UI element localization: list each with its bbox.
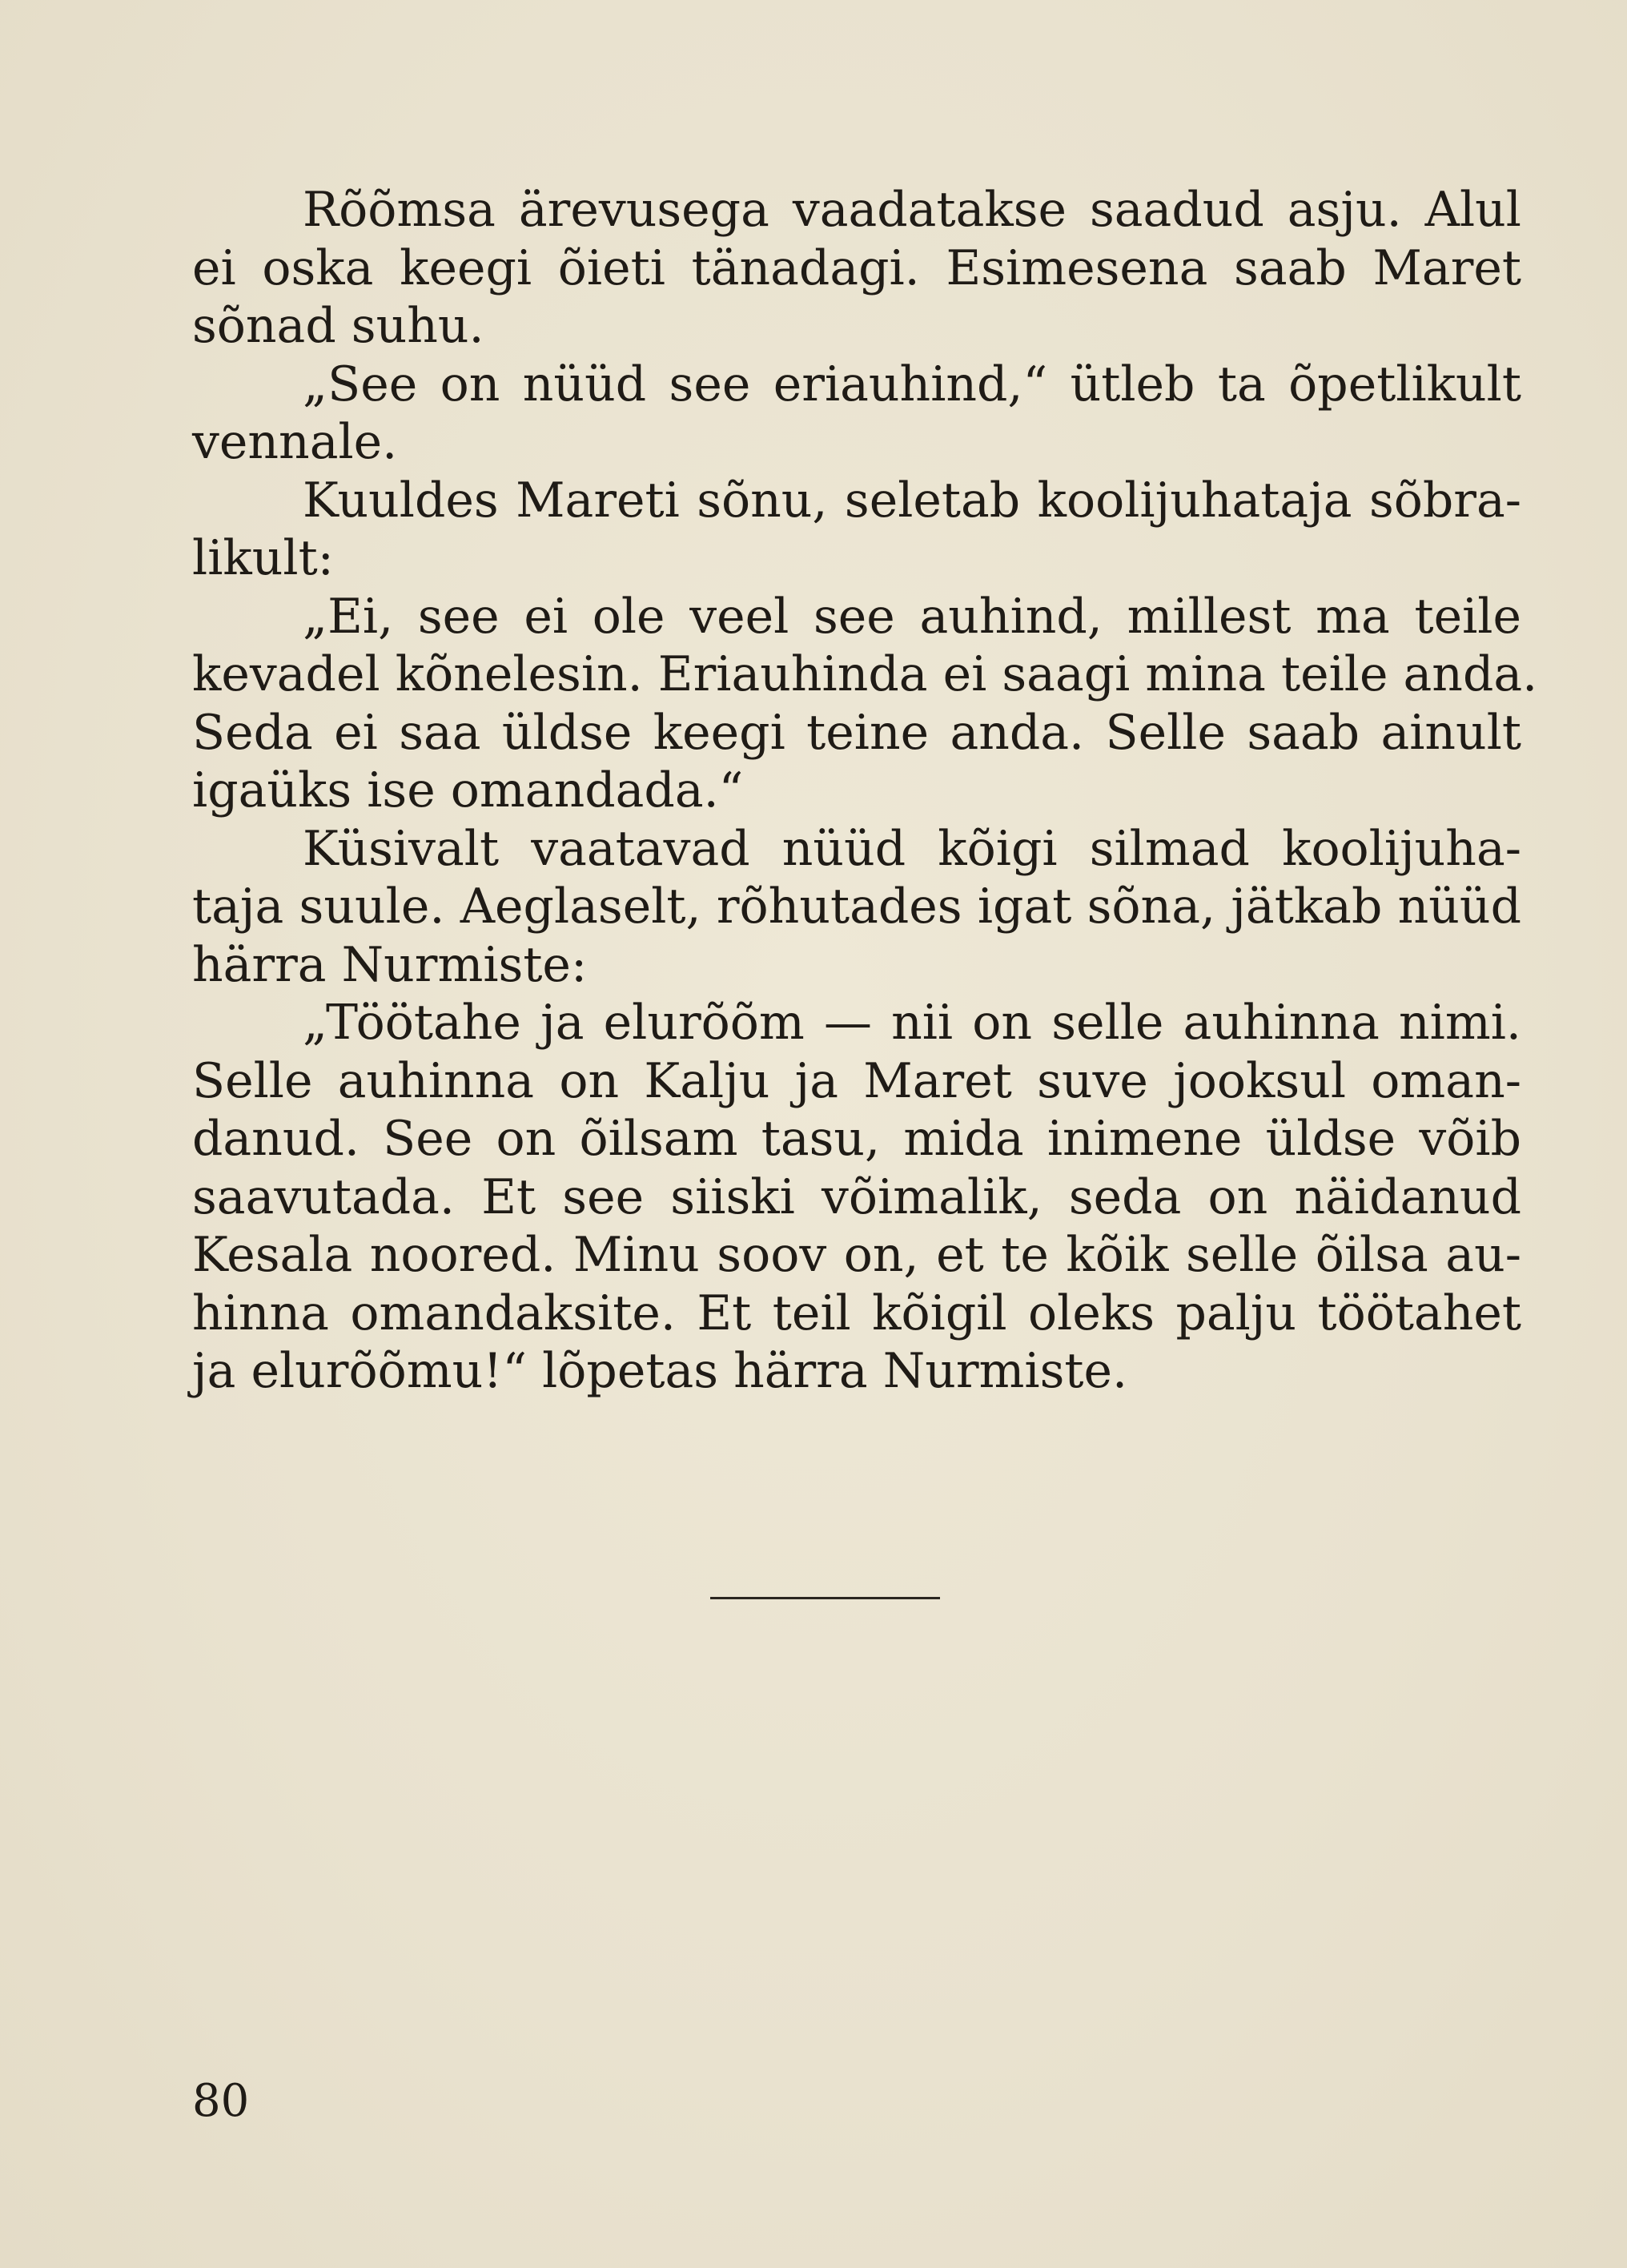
- text-line: igaüks ise omandada.“: [192, 762, 744, 818]
- text-line: likult:: [192, 530, 334, 586]
- text-line: taja suule. Aeglaselt, rõhutades igat sõna, jätkab nüüd: [192, 879, 1521, 935]
- page-number: 80: [192, 2075, 250, 2127]
- text-line: härra Nurmiste:: [192, 936, 588, 993]
- text-line: „Töötahe ja elurõõm — nii on selle auhinna nimi.: [303, 995, 1521, 1051]
- text-line: hinna omandaksite. Et teil kõigil oleks palju töötahet: [192, 1285, 1521, 1341]
- text-line: ei oska keegi õieti tänadagi. Esimesena saab Maret: [192, 239, 1521, 296]
- body-text: [192, 181, 1538, 1401]
- text-line: Selle auhinna on Kalju ja Maret suve jooksul oman-: [192, 1052, 1521, 1109]
- text-line: kevadel kõnelesin. Eriauhinda ei saagi mina teile anda.: [192, 646, 1538, 702]
- text-line: „See on nüüd see eriauhind,“ ütleb ta õpetlikult: [303, 356, 1521, 412]
- text-line: Kesala noored. Minu soov on, et te kõik selle õilsa au-: [192, 1227, 1521, 1283]
- text-line: Kuuldes Mareti sõnu, seletab koolijuhataja sõbra-: [303, 472, 1521, 529]
- text-line: ja elurõõmu!“ lõpetas härra Nurmiste.: [192, 1343, 1128, 1399]
- text-line: „Ei, see ei ole veel see auhind, millest ma teile: [303, 588, 1521, 645]
- text-line: sõnad suhu.: [192, 298, 484, 354]
- text-line: Rõõmsa ärevusega vaadatakse saadud asju. Alul: [303, 182, 1521, 238]
- text-line: Seda ei saa üldse keegi teine anda. Selle saab ainult: [192, 704, 1521, 761]
- text-line: saavutada. Et see siiski võimalik, seda on näidanud: [192, 1168, 1521, 1225]
- text-line: Küsivalt vaatavad nüüd kõigi silmad koolijuha-: [303, 820, 1521, 877]
- text-line: vennale.: [192, 414, 398, 470]
- section-divider: [710, 1597, 940, 1599]
- text-line: danud. See on õilsam tasu, mida inimene üldse võib: [192, 1111, 1521, 1167]
